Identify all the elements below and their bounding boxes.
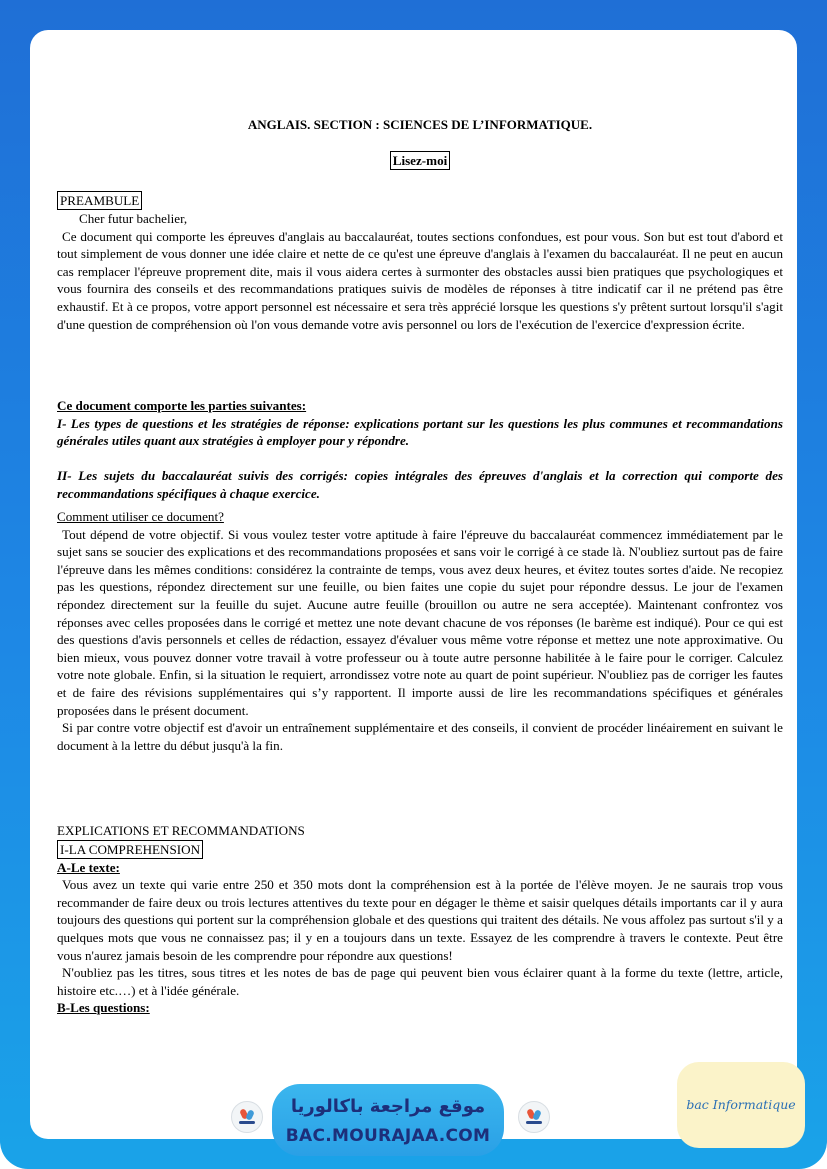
document-title: ANGLAIS. SECTION : SCIENCES DE L’INFORMATIQUE. (247, 117, 593, 132)
parts-section (57, 397, 783, 503)
preamble-greeting: Cher futur bachelier, (79, 211, 188, 226)
site-logo-left-icon (231, 1101, 263, 1133)
preamble-section (57, 191, 783, 333)
parts-item-1: I- Les types de questions et les stratégies de réponse: explications portant sur les questions les plus communes et recommandations générales utiles quant aux stratégies à employer pour y répondre. (57, 415, 783, 449)
site-logo-right-icon (518, 1101, 550, 1133)
site-url: BAC.MOURAJAA.COM (285, 1126, 491, 1146)
parts-heading: Ce document comporte les parties suivantes: (57, 398, 307, 413)
text-subheading: A-Le texte: (57, 859, 120, 875)
text-paragraph-1: Vous avez un texte qui varie entre 250 et 350 mots dont la compréhension est à la portée de l'élève moyen. Je ne saurais trop vous recommander de faire deux ou trois lectures attentives du texte pour en dégager le thème et saisir quelques détails importants car il y aura toujours des questions qui portent sur la compréhension globale et des questions qui traitent des détails. Ne vous affolez pas surtout s'il y a quelques mots que vous ne connaissez pas; il y en a toujours dans un texte. Essayez de les comprendre à travers le contexte. Peut être vous n'aurez jamais besoin de les comprendre pour répondre aux questions! (57, 877, 783, 963)
usage-section (57, 508, 783, 754)
usage-paragraph-2: Si par contre votre objectif est d'avoir un entraînement supplémentaire et des conseils, il convient de procéder linéairement en suivant le document à la lettre du début jusqu'à la fin. (57, 720, 783, 753)
readme-label: Lisez-moi (390, 151, 451, 170)
site-footer-link[interactable] (272, 1084, 504, 1156)
text-paragraph-2: N'oubliez pas les titres, sous titres et les notes de bas de page qui peuvent bien vous éclairer quant à la forme du texte (lettre, article, histoire etc.…) et à l'idée générale. (57, 965, 783, 998)
bac-informatique-badge: bac Informatique (677, 1062, 805, 1148)
document-page (30, 30, 797, 1139)
explanations-section (57, 822, 783, 1017)
preamble-heading: PREAMBULE (57, 191, 142, 210)
site-name-arabic: موقع مراجعة باكالوريا (290, 1096, 486, 1117)
questions-subheading: B-Les questions: (57, 1000, 150, 1016)
usage-heading: Comment utiliser ce document? (57, 509, 224, 524)
usage-paragraph-1: Tout dépend de votre objectif. Si vous voulez tester votre aptitude à faire l'épreuve du baccalauréat commencez immédiatement par le sujet sans se soucier des explications et des recommandations proposées et sans voir le corrigé à ce stade là. N'oubliez surtout pas de faire l'épreuve dans les mêmes conditions: considérez la contrainte de temps, vous avez deux heures, et évitez toutes sortes d'aide. Ne recopiez pas les questions, répondez directement sur une feuille, ou bien faites une copie du sujet pour répondre dessus. Le jour de l'examen répondez directement sur la feuille du sujet. Aucune autre feuille (brouillon ou autre ne sera acceptée). Maintenant confrontez vos réponses avec celles proposées dans le corrigé et mettez une note devant chacune de vos réponses (le barème est indiqué). Pour ce qui est des questions d'avis personnels et celles de rédaction, essayez d'évaluer vous même votre réponse et mettez une note approximative. Ou bien mieux, vous pouvez donner votre travail à votre professeur ou à toute autre personne habilitée à le faire pour le corriger. Calculez votre note globale. Enfin, si la situation le requiert, arrondissez votre note au quart de point supérieur. N'oubliez pas de corriger les fautes et de faire des révisions supplémentaires qui s’y rapportent. Il importe aussi de lire les recommandations spécifiques et générales proposées dans le présent document. (57, 526, 783, 718)
explanations-heading: EXPLICATIONS ET RECOMMANDATIONS (57, 823, 305, 838)
preamble-paragraph: Ce document qui comporte les épreuves d'anglais au baccalauréat, toutes sections confondues, est pour vous. Son but est tout d'abord et tout simplement de vous donner une idée claire et nette de ce qu'est une épreuve d'anglais à l'examen du baccalauréat. Il ne peut en aucun cas remplacer l'épreuve proprement dite, mais il vous aidera certes à surmonter des obstacles aussi bien pratiques que psychologiques et vous fournira des conseils et des recommandations pratiques suivis de modèles de réponses à titre indicatif car il ne prétend pas être exhaustif. Et à ce propos, votre apport personnel est nécessaire et sera très apprécié lorsque les questions s'y prêtent surtout lorsqu'il s'agit d'une question de compréhension où l'on vous demande votre avis personnel ou lors de l'exécution de l'exercice d'expression écrite. (57, 228, 783, 332)
comprehension-heading: I-LA COMPREHENSION (57, 840, 203, 859)
parts-item-2: II- Les sujets du baccalauréat suivis des corrigés: copies intégrales des épreuves d'anglais et la correction qui comporte des recommandations spécifiques à chaque exercice. (57, 468, 783, 501)
readme-wrap (57, 151, 783, 170)
